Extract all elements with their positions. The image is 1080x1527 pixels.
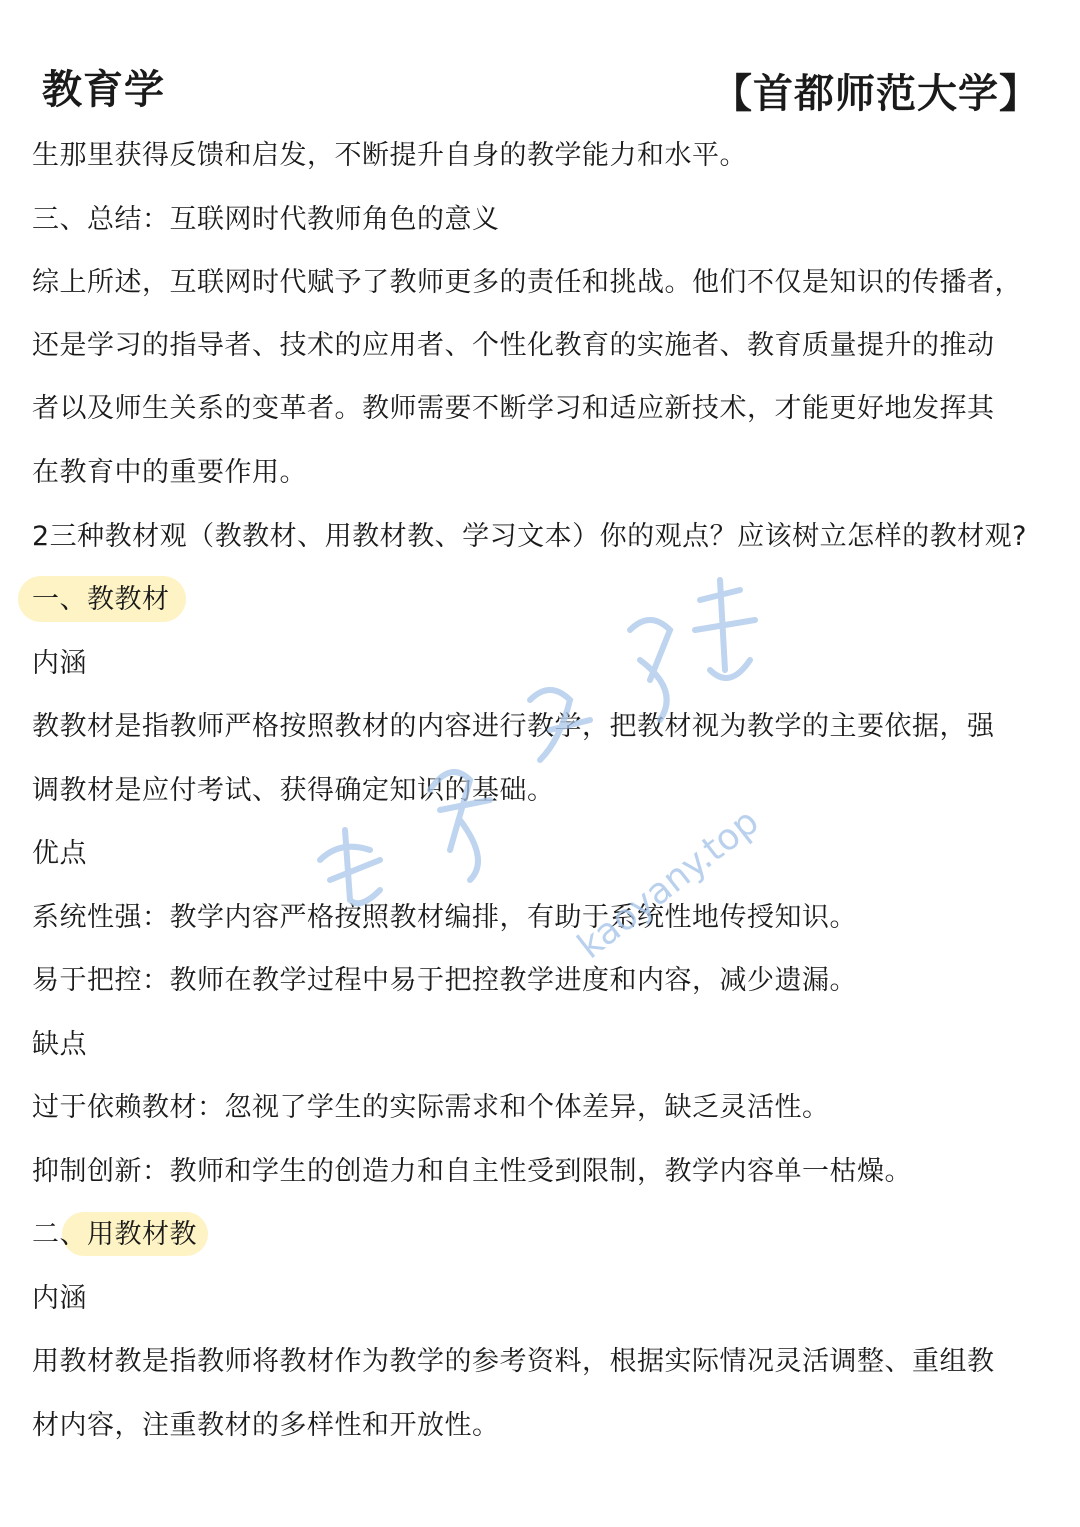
section-heading: 三、总结：互联网时代教师角色的意义 xyxy=(32,204,500,235)
text-line: 生那里获得反馈和启发，不断提升自身的教学能力和水平。 xyxy=(32,140,747,171)
text-line: 教教材是指教师严格按照教材的内容进行教学，把教材视为教学的主要依据，强 xyxy=(32,711,995,742)
school-title: 【首都师范大学】 xyxy=(712,71,1040,117)
subheading: 优点 xyxy=(32,838,87,869)
section-heading: 二、用教材教 xyxy=(32,1219,197,1250)
text-line: 在教育中的重要作用。 xyxy=(32,457,307,488)
question-heading: 2三种教材观（教教材、用教材教、学习文本）你的观点？应该树立怎样的教材观? xyxy=(32,521,1028,552)
text-line: 调教材是应付考试、获得确定知识的基础。 xyxy=(32,775,555,806)
text-line: 过于依赖教材：忽视了学生的实际需求和个体差异，缺乏灵活性。 xyxy=(32,1092,830,1123)
subject-title: 教育学 xyxy=(42,67,165,113)
subheading: 内涵 xyxy=(32,648,87,679)
text-line: 系统性强：教学内容严格按照教材编排，有助于系统性地传授知识。 xyxy=(32,902,857,933)
subheading: 缺点 xyxy=(32,1029,87,1060)
section-heading: 一、教教材 xyxy=(32,584,170,615)
watermark-url: kaoyany.top xyxy=(570,801,767,968)
subheading: 内涵 xyxy=(32,1283,87,1314)
text-line: 用教材教是指教师将教材作为教学的参考资料，根据实际情况灵活调整、重组教 xyxy=(32,1346,995,1377)
text-line: 抑制创新：教师和学生的创造力和自主性受到限制，教学内容单一枯燥。 xyxy=(32,1156,912,1187)
text-line: 易于把控：教师在教学过程中易于把控教学进度和内容，减少遗漏。 xyxy=(32,965,857,996)
text-line: 综上所述，互联网时代赋予了教师更多的责任和挑战。他们不仅是知识的传播者， xyxy=(32,267,1022,298)
text-line: 还是学习的指导者、技术的应用者、个性化教育的实施者、教育质量提升的推动 xyxy=(32,330,995,361)
text-line: 者以及师生关系的变革者。教师需要不断学习和适应新技术，才能更好地发挥其 xyxy=(32,393,995,424)
text-line: 材内容，注重教材的多样性和开放性。 xyxy=(32,1410,500,1441)
